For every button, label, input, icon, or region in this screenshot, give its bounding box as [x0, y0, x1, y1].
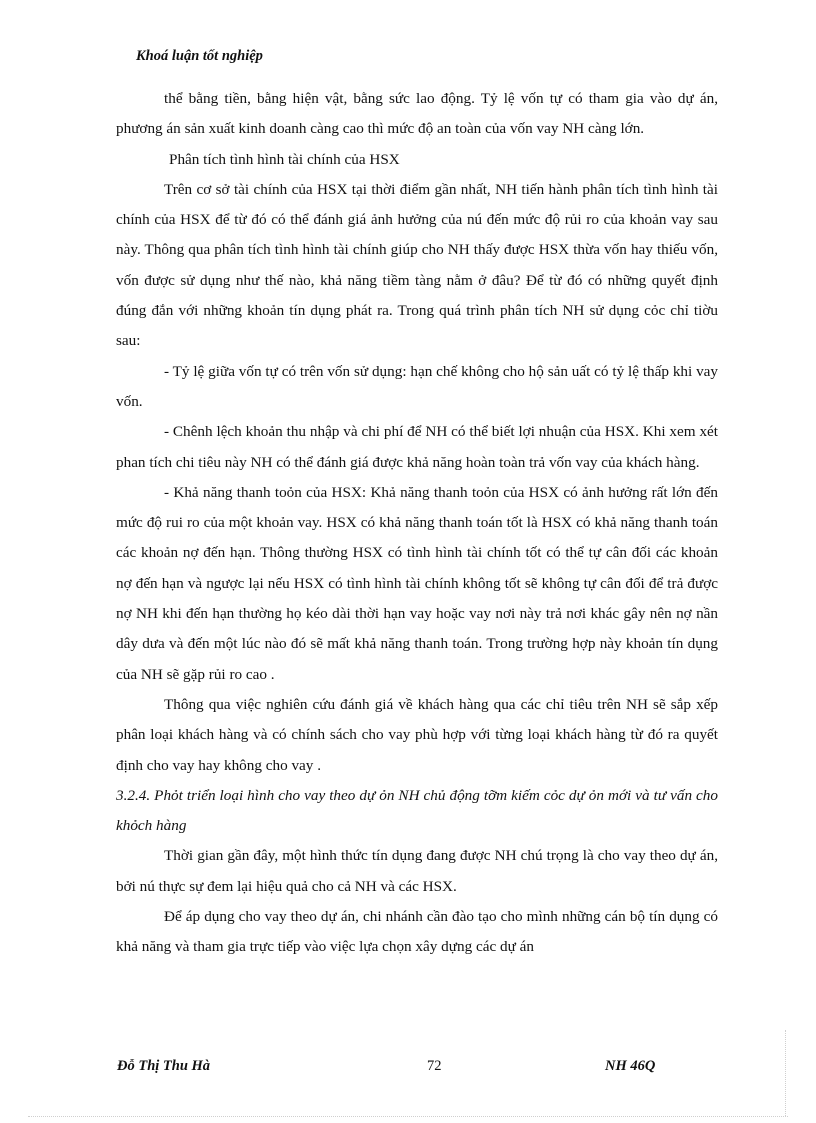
subheading-financial-analysis: Phân tích tình hình tài chính của HSX	[169, 150, 400, 168]
header-title: Khoá luận tốt nghiệp	[136, 48, 263, 64]
paragraph-customer-classification: Thông qua việc nghiên cứu đánh giá về khách hàng qua các chỉ tiêu trên NH sẽ sắp xếp phân loại khách hàng và có chính sách cho vay phù hợp với từng loại khách hàng từ đó ra quyết định cho vay hay không cho vay .	[116, 695, 718, 774]
page-border-bottom	[28, 1116, 788, 1117]
paragraph-project-lending: Thời gian gần đây, một hình thức tín dụng đang được NH chú trọng là cho vay theo dự án, bởi nú thực sự đem lại hiệu quả cho cả NH và các HSX.	[116, 847, 718, 895]
paragraph-staff-training: Để áp dụng cho vay theo dự án, chi nhánh cần đào tạo cho mình những cán bộ tín dụng có khả năng và tham gia trực tiếp vào việc lựa chọn xây dựng các dự án	[116, 908, 718, 956]
list-item-income-cost: - Chênh lệch khoản thu nhập và chi phí để NH có thể biết lợi nhuận của HSX. Khi xem xét phan tích chi tiêu này NH có thể đánh giá được khả năng hoàn toàn trả vốn vay của khách hàng.	[116, 423, 718, 471]
page-body	[116, 84, 718, 963]
paragraph-financial-analysis: Trên cơ sở tài chính của HSX tại thời điểm gần nhất, NH tiến hành phân tích tình hình tài chính của HSX để từ đó có thể đánh giá ảnh hưởng của nú đến mức độ rủi ro của khoản vay sau này. Thông qua phân tích tình hình tài chính giúp cho NH thấy được HSX thừa vốn hay thiếu vốn, vốn được sử dụng như thế nào, khả năng tiềm tàng nằm ở đâu? Để từ đó có những quyết định đúng đắn với những khoản tín dụng phát ra. Trong quá trình phân tích NH sử dụng cỏc chỉ tiờu sau:	[116, 180, 718, 350]
page-border-right	[785, 1030, 786, 1116]
list-item-liquidity: - Khả năng thanh toỏn của HSX: Khả năng thanh toỏn của HSX có ảnh hưởng rất lớn đến mức độ rui ro của một khoản vay. HSX có khả năng thanh toán tốt là HSX có khả năng thanh toán các khoản nợ đến hạn. Thông thường HSX có tình hình tài chính tốt có thể tự cân đối các khoản nợ đến hạn và ngược lại nếu HSX có tình hình tài chính không tốt sẽ không tự cân đối để trả được nợ NH khi đến hạn thường họ kéo dài thời hạn vay hoặc vay nơi này trả nơi khác gây nên nợ nần dây dưa và đến một lúc nào đó sẽ mất khả năng thanh toán. Trong trường hợp này khoản tín dụng của NH sẽ gặp rủi ro cao .	[116, 483, 718, 683]
document-footer	[0, 1058, 816, 1082]
footer-class-code: NH 46Q	[605, 1058, 656, 1074]
document-header	[136, 48, 263, 65]
paragraph-capital-ratio: thể bằng tiền, bằng hiện vật, bằng sức lao động. Tỷ lệ vốn tự có tham gia vào dự án, phương án sản xuất kinh doanh càng cao thì mức độ an toàn của vốn vay NH càng lớn.	[116, 90, 718, 138]
section-heading-3-2-4: 3.2.4. Phỏt triển loại hình cho vay theo dự ỏn NH chủ động tỡm kiếm cỏc dự ỏn mới và tư vấn cho khỏch hàng	[116, 786, 718, 835]
page-number: 72	[427, 1058, 442, 1074]
footer-author: Đỗ Thị Thu Hà	[117, 1058, 211, 1074]
list-item-capital-ratio: - Tỷ lệ giữa vốn tự có trên vốn sử dụng: hạn chế không cho hộ sản uất có tỷ lệ thấp khi vay vốn.	[116, 362, 718, 410]
